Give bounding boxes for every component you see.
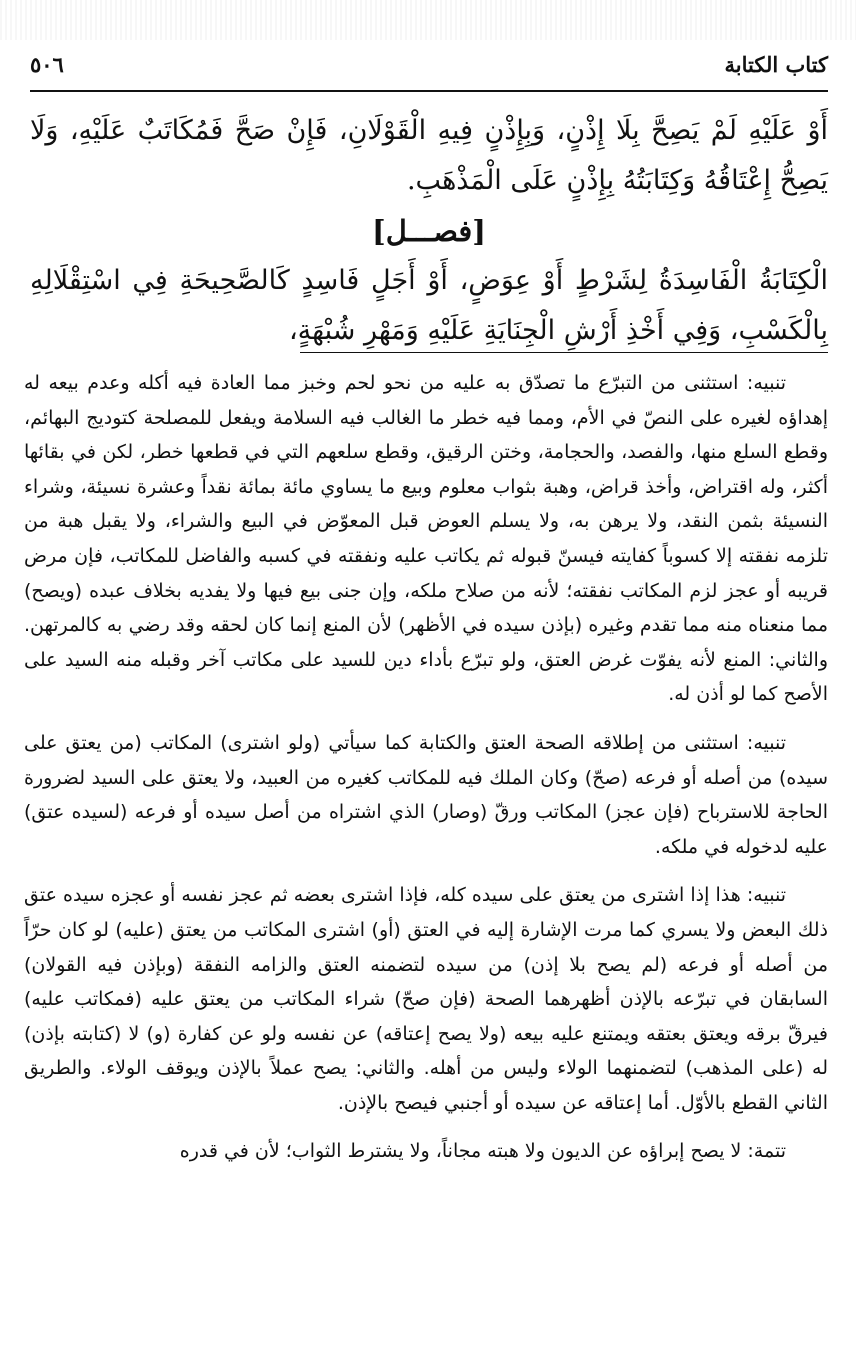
page-number: ٥٠٦ bbox=[30, 52, 64, 77]
separator-rule bbox=[300, 352, 828, 353]
matn-paragraph-1: أَوْ عَلَيْهِ لَمْ يَصِحَّ بِلَا إِذْنٍ، وَبِإِذْنٍ فِيهِ الْقَوْلَانِ، فَإِنْ صَحَّ فَمُكَاتَبٌ عَلَيْهِ، وَلَا يَصِحُّ إِعْتَاقُهُ وَكِتَابَتُهُ بِإِذْنٍ عَلَى الْمَذْهَبِ. bbox=[30, 115, 828, 196]
scan-noise-strip bbox=[0, 0, 856, 40]
commentary-paragraph-1: تنبيه: استثنى من التبرّع ما تصدّق به عليه من نحو لحم وخبز مما العادة فيه أكله وعدم بيعه له إهداؤه لغيره على النصّ في الأم، ومما فيه خطر ما الغالب فيه السلامة ويفعل للمصلحة كتوديج البهائم، وقطع السلع منها، والفصد، والحجامة، وختن الرقيق، وقطع سلعهم التي في قطعها خطر، لكن في بقائها أكثر، وله اقتراض، وأخذ قراض، وهبة بثواب معلوم وبيع ما يساوي مائة بمائة نقداً وعشرة نسيئة، وشراء النسيئة بثمن النقد، ولا يرهن به، ولا يسلم العوض قبل المعوّض في البيع والشراء، ولا يقبل هبة من تلزمه نفقته إلا كسوباً كفايته فيسنّ قبوله ثم يكاتب عليه ونفقته في كسبه والفاضل للمكاتب، فإن مرض قريبه أو عجز لزم المكاتب نفقته؛ لأنه من صلاح ملكه، وإن جنى بيع فيها ولا يفديه بخلاف عبده (ويصح) مما منعناه منه مما تقدم وغيره (بإذن سيده في الأظهر) لأن المنع إنما كان لحقه وقد رضي به كالمرتهن. والثاني: المنع لأنه يفوّت غرض العتق، ولو تبرّع بأداء دين للسيد على مكاتب آخر وقبله منه السيد على الأصح كما لو أذن له. bbox=[24, 372, 828, 706]
commentary-paragraph-2: تنبيه: استثنى من إطلاقه الصحة العتق والكتابة كما سيأتي (ولو اشترى) المكاتب (من يعتق على سيده) من أصله أو فرعه (صحّ) وكان الملك فيه للمكاتب كغيره من العبيد، ولا يعتق على السيد لضرورة الحاجة للاسترباح (فإن عجز) المكاتب ورقّ (وصار) الذي اشتراه من أصل سيده أو فرعه (لسيده عتق) عليه لدخوله في ملكه. bbox=[24, 731, 828, 858]
commentary bbox=[24, 366, 828, 1169]
page-header bbox=[30, 48, 828, 92]
matn-paragraph-2: الْكِتَابَةُ الْفَاسِدَةُ لِشَرْطٍ أَوْ عِوَضٍ، أَوْ أَجَلٍ فَاسِدٍ كَالصَّحِيحَةِ فِي اسْتِقْلَالِهِ بِالْكَسْبِ، وَفِي أَخْذِ أَرْشِ الْجِنَايَةِ عَلَيْهِ وَمَهْرِ شُبْهَةٍ، bbox=[30, 265, 828, 346]
main-text bbox=[30, 106, 828, 356]
commentary-paragraph-3: تنبيه: هذا إذا اشترى من يعتق على سيده كله، فإذا اشترى بعضه ثم عجز نفسه أو عجزه سيده عتق ذلك البعض ولا يسري كما مرت الإشارة إليه في العتق (أو) اشترى المكاتب من يعتق (عليه) لو كان حرّاً من أصله أو فرعه (لم يصح بلا إذن) من سيده لتضمنه العتق والزامه النفقة (وبإذن فيه القولان) السابقان في تبرّعه بالإذن أظهرهما الصحة (فإن صحّ) شراء المكاتب من يعتق عليه (فمكاتب عليه) فيرقّ برقه ويعتق بعتقه ويمتنع عليه بيعه (ولا يصح إعتاقه) عن نفسه ولو عن كفارة (و) لا (كتابته بإذن) له (على المذهب) لتضمنهما الولاء وليس من أهله. والثاني: يصح عملاً بالإذن ويوقف الولاء. والطريق الثاني القطع بالأوّل. أما إعتاقه عن سيده أو أجنبي فيصح بالإذن. bbox=[24, 884, 828, 1114]
running-title: كتاب الكتابة bbox=[724, 52, 828, 77]
commentary-paragraph-4: تتمة: لا يصح إبراؤه عن الديون ولا هبته مجاناً، ولا يشترط الثواب؛ لأن في قدره bbox=[179, 1140, 786, 1163]
section-heading: [فصـــل] bbox=[372, 214, 486, 248]
